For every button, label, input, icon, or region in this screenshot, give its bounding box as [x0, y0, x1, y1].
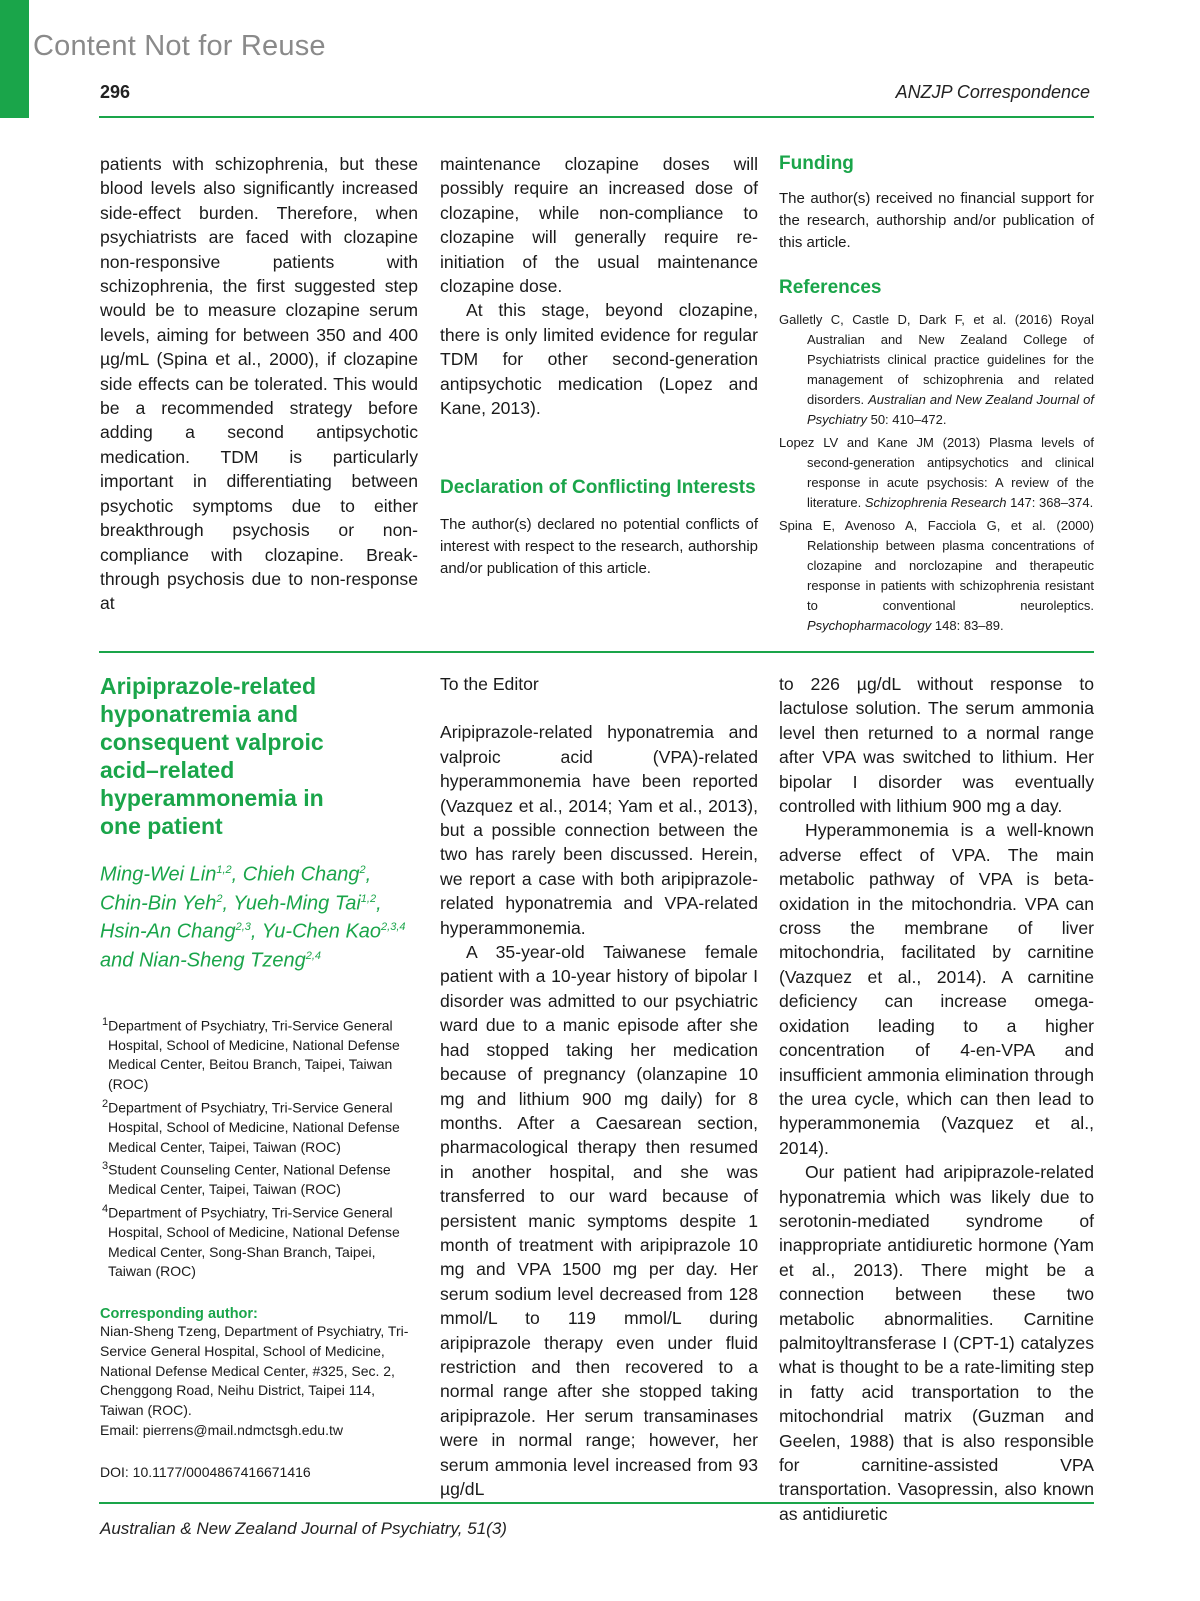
top-column-2 — [440, 152, 758, 420]
conflict-text: The author(s) declared no potential conflicts of interest with respect to the research, authorship and/or publication of this article. — [440, 516, 758, 577]
reference-item: Galletly C, Castle D, Dark F, et al. (2016) Royal Australian and New Zealand College of Psychiatrists clinical practice guidelines for the management of schizophrenia and related disorders. Australian and New Zealand Journal of Psychiatry 50: 410–472. — [779, 312, 1094, 427]
paragraph: to 226 µg/dL without response to lactulose solution. The serum ammonia level then returned to a normal range after VPA was switched to lithium. Her bipolar I disorder was eventually controlled with lithium 900 mg a day. — [779, 674, 1094, 817]
email: Email: pierrens@mail.ndmctsgh.edu.tw — [100, 1421, 343, 1438]
affiliation: $^2$Department of Psychiatry, Tri-Service General Hospital, School of Medicine, National Defense Medical Center, Taipei, Taiwan (ROC) — [102, 1097, 400, 1155]
paragraph: Hyperammonemia is a well-known adverse effect of VPA. The main metabolic pathway of VPA is beta-oxidation in the mitochondria. VPA can cross the membrane of liver mitochondria, facilitated by carnitine (Vazquez et al., 2014). A carnitine deficiency can increase omega-oxidation leading to a higher concentration of 4-en-VPA and insufficient ammonia elimination through the urea cycle, which can then lead to hyperammonemia (Vazquez et al., 2014). — [779, 820, 1094, 1158]
header-rule — [99, 116, 1094, 118]
article-column-1 — [100, 672, 420, 1483]
conflict-heading: Declaration of Conflicting Interests — [440, 477, 756, 498]
article-column-2 — [440, 672, 758, 1501]
reference-list — [779, 310, 1094, 636]
conflict-section — [440, 476, 758, 580]
funding-heading: Funding — [779, 153, 854, 174]
top-column-3 — [779, 152, 1094, 639]
paragraph: At this stage, beyond clozapine, there is only limited evidence for regular TDM for other second-generation antipsychotic medication (Lopez and Kane, 2013). — [440, 300, 758, 419]
page-number: 296 — [100, 82, 131, 102]
paragraph: Our patient had aripiprazole-related hyponatremia which was likely due to serotonin-mediated syndrome of inappropriate antidiuretic hormone (Yam et al., 2013). There might be a connection between these two metabolic abnormalities. Carnitine palmitoyltransferase I (CPT-1) catalyzes what is thought to be a rate-limiting step in fatty acid transportation to the mitochondrial matrix (Guzman and Geelen, 1988) that is also responsible for carnitine-assisted VPA transportation. Vasopressin, also known as antidiuretic — [779, 1162, 1094, 1524]
affiliations — [100, 1013, 420, 1282]
reference-item: Lopez LV and Kane JM (2013) Plasma levels of second-generation antipsychotics and clinical response in acute psychosis: A review of the literature. Schizophrenia Research 147: 368–374. — [779, 435, 1094, 510]
paragraph: A 35-year-old Taiwanese female patient with a 10-year history of bipolar I disorder was admitted to our psychiatric ward due to a manic episode after she had stopped taking her medication because of pregnancy (olanzapine 10 mg and lithium 900 mg daily) for 8 months. After a Caesarean section, pharmacological therapy then resumed in another hospital, and she was transferred to our ward because of persistent manic symptoms despite 1 month of treatment with aripiprazole 10 mg and VPA 1500 mg per day. Her serum sodium level decreased from 128 mmol/L to 119 mmol/L during aripiprazole therapy even under fluid restriction and then recovered to a normal range after she stopped taking aripiprazole. Her serum transaminases were in normal range; however, her serum ammonia level increased from 93 µg/dL — [440, 942, 758, 1499]
author-list: Ming-Wei Lin$^{1,2}$, Chieh Chang$^2$, Chin-Bin Yeh$^2$, Yueh-Ming Tai$^{1,2}$, Hsin-An Chang$^{2,3}$, Yu-Chen Kao$^{2,3,4}$ and Nian-Sheng Tzeng$^{2,4}$ — [100, 863, 406, 972]
corresponding-heading: Corresponding author: — [100, 1305, 258, 1322]
watermark: Content Not for Reuse — [33, 30, 326, 62]
top-column-1 — [100, 152, 418, 616]
footer-rule — [99, 1502, 1094, 1504]
reference-item: Spina E, Avenoso A, Facciola G, et al. (2000) Relationship between plasma concentrations of clozapine and norclozapine and therapeutic response in patients with schizophrenia resistant to conventional neuroleptics. Psychopharmacology 148: 83–89. — [779, 518, 1094, 633]
corresponding-text: Nian-Sheng Tzeng, Department of Psychiatry, Tri-Service General Hospital, School of Medicine, National Defense Medical Center, #325, Sec. 2, Chenggong Road, Neihu District, Taipei 114, Taiwan (ROC). — [100, 1322, 409, 1419]
section-rule — [99, 651, 1094, 653]
journal-footer: Australian & New Zealand Journal of Psychiatry, 51(3) — [100, 1519, 507, 1538]
affiliation: $^4$Department of Psychiatry, Tri-Service General Hospital, School of Medicine, National Defense Medical Center, Song-Shan Branch, Taipei, Taiwan (ROC) — [102, 1202, 400, 1280]
doi: DOI: 10.1177/0004867416671416 — [100, 1463, 311, 1480]
affiliation: $^3$Student Counseling Center, National Defense Medical Center, Taipei, Taiwan (ROC) — [102, 1160, 391, 1198]
salutation: To the Editor — [440, 674, 539, 694]
article-title: Aripiprazole-related hyponatremia and consequent valproic acid–related hyperammonemia in one patient — [100, 673, 324, 839]
paragraph: patients with schizophrenia, but these blood levels also significantly increased side-effect burden. Therefore, when psychiatrists are faced with clozapine non-responsive patients with schizophrenia, the first suggested step would be to measure clozapine serum levels, aiming for between 350 and 400 µg/mL (Spina et al., 2000), if clozapine side effects can be tolerated. This would be a recommended strategy before adding a second antipsychotic medication. TDM is particularly important in differentiating between psychotic symptoms due to either breakthrough psychosis or non-compliance with clozapine. Break-through psychosis due to non-response at — [100, 154, 418, 614]
references-heading: References — [779, 277, 882, 298]
green-edge-bar — [0, 0, 29, 118]
running-head: ANZJP Correspondence — [895, 82, 1090, 102]
funding-text: The author(s) received no financial support for the research, authorship and/or publication of this article. — [779, 190, 1094, 251]
article-column-3 — [779, 672, 1094, 1526]
affiliation: $^1$Department of Psychiatry, Tri-Service General Hospital, School of Medicine, National Defense Medical Center, Beitou Branch, Taipei, Taiwan (ROC) — [102, 1015, 400, 1093]
paragraph: Aripiprazole-related hyponatremia and valproic acid (VPA)-related hyperammonemia have been reported (Vazquez et al., 2014; Yam et al., 2013), but a possible connection between the two has rarely been discussed. Herein, we report a case with both aripiprazole-related hyponatremia and VPA-related hyperammonemia. — [440, 722, 758, 938]
paragraph: maintenance clozapine doses will possibly require an increased dose of clozapine, while non-compliance to clozapine will generally require re-initiation of the usual maintenance clozapine dose. — [440, 154, 758, 297]
